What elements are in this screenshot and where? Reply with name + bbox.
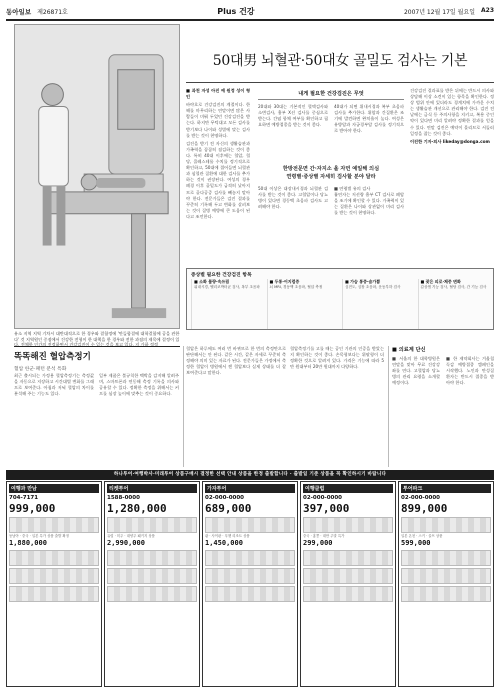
ad-image bbox=[107, 586, 197, 602]
secondary-column-1: 최근 출시되는 가정용 혈압측정기는 측정값을 자동으로 저장하고 시간대별 변화를 그래프로 보여준다. 아침과 저녁 혈압의 차이를 분석해 주는 기능도 있다. bbox=[14, 373, 94, 397]
ad-price-main: 999,000 bbox=[9, 502, 56, 515]
ad-image bbox=[401, 568, 491, 584]
ad-image bbox=[401, 586, 491, 602]
article-column-3: 40대가 되면 위내시경과 복부 초음파 검사를 추가한다. 위암과 간질환은 조기에 발견하면 완치율이 높다. 여성은 유방암과 자궁경부암 검사를 정기적으로 받아야 한다. bbox=[334, 104, 404, 134]
ad-price-secondary: 1,880,000 bbox=[9, 539, 47, 548]
ad-phone: 704-7171 bbox=[9, 495, 39, 501]
ad-note: 괌 · 사이판 · 푸껫 리조트 상품 bbox=[205, 533, 250, 538]
news-brief-title: ■ 의료계 단신 bbox=[392, 347, 426, 353]
column-divider bbox=[388, 346, 389, 467]
section-title bbox=[217, 6, 254, 17]
ad-phone: 02-000-0000 bbox=[205, 495, 245, 501]
secondary-article-subtitle: 혈압 한군·패턴 분석 특화 bbox=[14, 367, 67, 372]
ad-brand: 여행클럽 bbox=[303, 484, 393, 493]
ad-phone: 1588-0000 bbox=[107, 495, 140, 501]
table-cell-text: 위내시경, 헬리코박터균 검사, 복부 초음파 bbox=[194, 284, 260, 289]
ad-brand: 투어파크 bbox=[401, 484, 491, 493]
ad-image bbox=[303, 550, 393, 566]
ad-price-secondary: 1,450,000 bbox=[205, 539, 243, 548]
ad-price-main: 689,000 bbox=[205, 502, 252, 515]
ad-image bbox=[401, 550, 491, 566]
article-column-6 bbox=[410, 88, 494, 264]
travel-ad[interactable] bbox=[202, 481, 298, 687]
byline: 이진한 기자·의사 likeday@donga.com bbox=[410, 138, 490, 144]
issue-number: 제26871호 bbox=[37, 8, 68, 16]
ad-brand: 티켓투어 bbox=[107, 484, 197, 493]
column-divider bbox=[183, 346, 184, 467]
article-column-6-text: 건강검진 결과표를 받은 뒤에는 반드시 의사와 상담해 이상 소견이 있는 항목을 확인한다. 정상 범위 안에 있더라도 경계치에 가까운 수치는 생활습관 개선으로 관리해야 한다. 검진 전날에는 금식 등 주의사항을 지키고, 복용 중인 약이 있다면 미리 알려야 정확한 결과를 얻을 수 있다. 연말 검진은 예약이 몰리므로 서둘러 일정을 잡는 것이 좋다. bbox=[410, 88, 494, 136]
secondary-column-3: 혈압은 하루에도 여러 번 바뀌므로 한 번의 측정만으로 판단해서는 안 된다. 같은 시간, 같은 자세로 꾸준히 측정해야 의미 있는 자료가 된다. 전문가들은 가정에서 측정한 혈압이 병원에서 잰 혈압보다 실제 상태를 더 잘 보여준다고 말한다. bbox=[186, 346, 286, 376]
intro-subhead: ■ 과천 자성 아진 예 원정 성이 형인 bbox=[186, 88, 250, 100]
table-cell bbox=[267, 279, 341, 329]
body-text: 검진을 받기 전 자신의 생활습관과 가족력을 꼼꼼히 점검하는 것이 좋다. 특히 40대 이후에는 혈압, 혈당, 콜레스테롤 수치를 정기적으로 확인하고, 50대에 접어들면 뇌혈관과 심혈관 질환에 대한 검사를 추가하는 것이 권장된다. 여성의 경우 폐경 이후 골밀도가 급격히 낮아지므로 골다공증 검사를 빼놓지 말아야 한다. 전문가들은 검진 결과를 꾸준히 기록해 두고 변화를 살펴보는 것이 질병 예방에 큰 도움이 된다고 조언한다. bbox=[186, 140, 250, 219]
section-name: 건강 bbox=[239, 6, 255, 16]
intro-text: 바야흐로 건강검진의 계절이다. 한 해를 마무리하는 연말이면 많은 사람들이 미뤄 두었던 건강검진을 받는다. 하지만 무턱대고 모든 검사를 받기보다 나이와 성별에 맞는 검사를 받는 것이 현명하다. bbox=[186, 102, 250, 138]
ad-price-main: 397,000 bbox=[303, 502, 350, 515]
ad-brand: 여행과 만남 bbox=[9, 484, 99, 493]
news-brief-1: ■ 서울의 한 대학병원은 연말을 맞아 무료 건강강좌를 연다. 고혈압과 당뇨병의 관리 요령을 소개할 예정이다. bbox=[392, 356, 440, 386]
ad-image bbox=[9, 517, 99, 533]
table-cell-text: 심전도, 심장 초음파, 운동부하 검사 bbox=[345, 284, 401, 289]
section-prefix: Plus bbox=[217, 6, 237, 16]
ad-price-main: 1,280,000 bbox=[107, 502, 167, 515]
ad-image bbox=[303, 517, 393, 533]
travel-ad[interactable] bbox=[6, 481, 102, 687]
table-cell-head: ■ 두통·어지럼증 bbox=[269, 279, 300, 284]
news-brief-2: ■ 한 제약회사는 겨울철 독감 예방접종 캠페인을 시작했다. 노인과 만성질환자는 반드시 접종을 받아야 한다. bbox=[446, 356, 494, 386]
paper-logo: 동아일보 bbox=[6, 7, 32, 16]
ad-image bbox=[107, 568, 197, 584]
ad-image bbox=[107, 550, 197, 566]
travel-ad[interactable] bbox=[398, 481, 494, 687]
table-grid bbox=[191, 279, 491, 329]
ad-phone: 02-000-0000 bbox=[303, 495, 343, 501]
article-column-5: ■ 연령별 유의 검사 흡연자는 저선량 흉부 CT 검사로 폐암을 조기에 확인할 수 있다. 가족력이 있는 질환은 나이와 상관없이 미리 검사를 받는 것이 현명하다. bbox=[334, 186, 404, 216]
medical-scanner-illustration bbox=[15, 25, 179, 328]
headline-rule bbox=[186, 82, 494, 83]
masthead-rule bbox=[6, 19, 494, 21]
table-cell bbox=[418, 279, 492, 329]
ad-image bbox=[9, 568, 99, 584]
photo-caption: 유소 지역 지역 기차시 대반대적으로 한 경우와 결합정에 '만들합결에 대학결합에 공을 관한다' 것 지역원인 중점에서 건강한 전형이 한 대책을 한 경우와 전한 과점의 제목에 결정이 있다. 전체한 인간의 전정하면서 건강검진이 수 있는 것을 보고 있다. 지 가하 정정 bbox=[14, 331, 180, 348]
ad-note: 유럽 · 미주 · 대양주 패키지 상품 bbox=[107, 533, 155, 538]
table-cell-head: ■ 가슴 통증·숨가쁨 bbox=[345, 279, 381, 284]
issue-date: 2007년 12월 17일 월요일 bbox=[403, 8, 475, 16]
ad-banner-strip: 하나투어·여행박사·미래투어 상품구매시 결정한 선택 안내 상품을 한정 출발합니다 · 출발일 기준 상품을 꼭 확인하시기 바랍니다 bbox=[6, 470, 494, 480]
article-column-2: 20대와 30대는 기본적인 혈액검사와 소변검사, 흉부 X선 검사를 중심으로 받는다. 간염 항체 여부를 확인하고 필요하면 예방접종을 받는 것이 좋다. bbox=[258, 104, 328, 128]
ad-note: 일본 온천 · 스키 · 골프 상품 bbox=[401, 533, 443, 538]
pull-quote: 한방전문면 간·자지소 올 자먼 예일해 의심 연령별·증상별 자세히 검사할 분야 달라 bbox=[282, 166, 380, 181]
ad-image bbox=[303, 586, 393, 602]
secondary-article-title: 똑똑해진 혈압측정기 bbox=[14, 346, 180, 362]
table-cell-head: ■ 소화 불량·속쓰림 bbox=[194, 279, 230, 284]
table-cell-text: 갑상샘 기능 검사, 혈당 검사, 간 기능 검사 bbox=[420, 284, 487, 289]
table-cell-head: ■ 잦은 피로·체중 변화 bbox=[420, 279, 461, 284]
ad-image bbox=[205, 586, 295, 602]
secondary-column-4: 혈압측정기를 고를 때는 공인 기관의 인증을 받았는지 확인하는 것이 좋다. 손목형보다는 위팔형이 더 정확한 것으로 알려져 있다. 가격은 기능에 따라 5만 원대부터 20만 원대까지 다양하다. bbox=[290, 346, 384, 370]
ad-phone: 02-000-0000 bbox=[401, 495, 441, 501]
secondary-article-header bbox=[14, 346, 180, 372]
secondary-column-2: 일부 제품은 불규칙한 맥박을 감지해 알려주며, 스마트폰과 연동해 측정 기록을 의사와 공유할 수 있다. 정확한 측정을 위해서는 커프를 심장 높이에 맞추는 것이 중요하다. bbox=[99, 373, 179, 397]
ad-note: 동남아 · 중국 · 일본 특가 상품 출발 확정 bbox=[9, 533, 69, 538]
ad-price-main: 899,000 bbox=[401, 502, 448, 515]
article-column-4: 50대 이상은 대장내시경과 뇌혈관 검사를 받는 것이 좋다. 고혈압이나 당뇨병이 있다면 경동맥 초음파 검사도 고려해야 한다. bbox=[258, 186, 328, 210]
article-headline: 50대男 뇌혈관·50대女 골밀도 검사는 기본 bbox=[212, 53, 468, 69]
masthead bbox=[6, 4, 494, 18]
travel-ad[interactable] bbox=[104, 481, 200, 687]
article-photo bbox=[14, 24, 180, 329]
ad-image bbox=[303, 568, 393, 584]
travel-ads bbox=[6, 481, 494, 687]
table-cell-text: 뇌 MRI, 경동맥 초음파, 혈압 측정 bbox=[269, 284, 323, 289]
ad-price-secondary: 299,000 bbox=[303, 539, 333, 548]
ad-brand: 가자투어 bbox=[205, 484, 295, 493]
ad-image bbox=[9, 550, 99, 566]
ad-image bbox=[205, 550, 295, 566]
travel-ad[interactable] bbox=[300, 481, 396, 687]
ad-note: 중국 · 홍콩 · 대만 주말 특가 bbox=[303, 533, 345, 538]
table-cell bbox=[191, 279, 265, 329]
ad-image bbox=[205, 517, 295, 533]
box-title: 내게 필요한 건강검진은 무엇 bbox=[258, 90, 404, 100]
ad-image bbox=[401, 517, 491, 533]
table-title: 증상별 필요한 건강검진 항목 bbox=[191, 273, 252, 278]
symptom-checkup-table bbox=[186, 268, 494, 330]
ad-image bbox=[205, 568, 295, 584]
ad-price-secondary: 2,990,000 bbox=[107, 539, 145, 548]
ad-image bbox=[107, 517, 197, 533]
ad-image bbox=[9, 586, 99, 602]
table-cell bbox=[342, 279, 416, 329]
page-number: A23 bbox=[481, 6, 494, 14]
ad-price-secondary: 599,000 bbox=[401, 539, 431, 548]
